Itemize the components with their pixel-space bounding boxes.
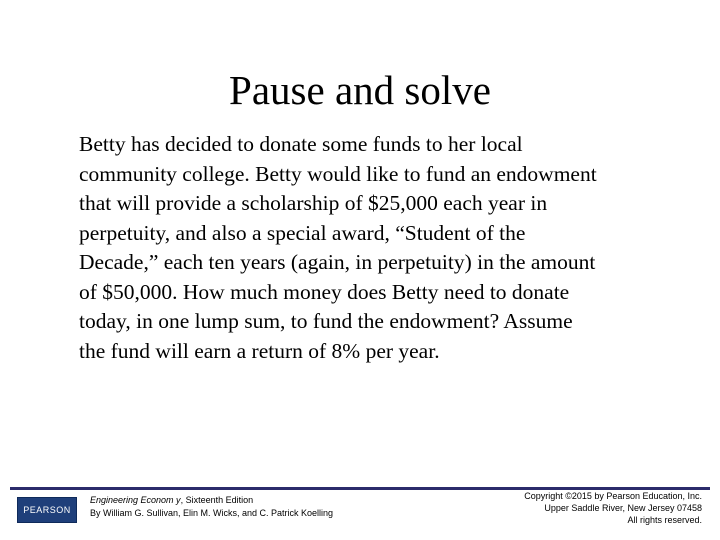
copyright-line: Copyright ©2015 by Pearson Education, Inc.: [524, 491, 702, 501]
copyright-line: All rights reserved.: [627, 515, 702, 525]
book-edition: , Sixteenth Edition: [180, 495, 254, 505]
slide-title: Pause and solve: [229, 67, 491, 113]
pearson-logo: PEARSON: [17, 497, 77, 523]
body-line: of $50,000. How much money does Betty need to donate: [79, 279, 570, 304]
body-line: perpetuity, and also a special award, “Student of the: [79, 220, 526, 245]
copyright-line: Upper Saddle River, New Jersey 07458: [544, 503, 702, 513]
body-line: today, in one lump sum, to fund the endowment? Assume: [79, 309, 573, 333]
copyright-notice: [442, 490, 702, 526]
book-authors: By William G. Sullivan, Elin M. Wicks, and C. Patrick Koelling: [90, 508, 334, 518]
book-title: Engineering Econom y: [90, 495, 181, 505]
body-line: Betty has decided to donate some funds to her local: [79, 132, 523, 156]
body-line: the fund will earn a return of 8% per year.: [79, 338, 440, 363]
slide-body: [79, 130, 679, 366]
body-line: that will provide a scholarship of $25,000 each year in: [79, 191, 548, 215]
body-line: community college. Betty would like to fund an endowment: [79, 161, 597, 186]
body-line: Decade,” each ten years (again, in perpetuity) in the amount: [79, 250, 596, 274]
book-citation: [90, 494, 333, 520]
